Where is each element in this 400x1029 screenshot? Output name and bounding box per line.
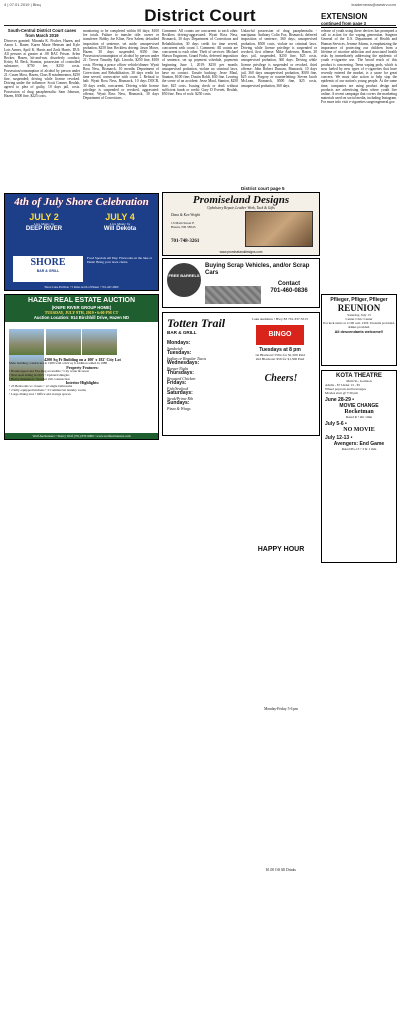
kota-price: Adults - $7 Under 13 - $5: [325, 383, 361, 387]
shore-name: SHORE: [30, 257, 66, 268]
show-date: July 5-6 •: [325, 421, 347, 428]
hazen-line: • New steel siding in 2015 • Updated shingles: [9, 372, 70, 377]
court-heading: South-Central District Court cases from March 2019: [7, 28, 77, 38]
special-day: Wednesdays:: [167, 360, 200, 366]
court-column-2: [83, 29, 159, 190]
special-item: Sandwich: [167, 346, 183, 351]
promiseland-address: 1S Main Street E Hazen, ND 58545: [171, 221, 196, 229]
july-2-date: JULY 2: [29, 212, 59, 222]
special-day: Saturdays:: [167, 390, 193, 396]
special-day: Sundays:: [167, 400, 190, 406]
kota-address: Main St., Garrison: [346, 379, 372, 383]
hazen-line: • Handicapped and Fire-Reg accessible • City water & sewer: [9, 368, 90, 373]
hazen-banner: [5, 295, 158, 322]
shore-logo: [13, 256, 83, 282]
promiseland-phone[interactable]: 701-748-3261: [171, 239, 200, 244]
hazen-line: • 23 Bedrooms w/ closets • 12 single bathrooms: [9, 384, 73, 389]
scrap-photo: [205, 286, 261, 304]
special-item: Steak/Prime Rib: [167, 396, 194, 401]
kota-theatre-ad[interactable]: [321, 370, 397, 563]
totten-specials: [167, 341, 239, 411]
totten-bingo: [243, 317, 317, 361]
special-item: Indian or Regular Tacos: [167, 356, 207, 361]
court-text-4: Unlawful possession of drug paraphernalia - marijuana: Anthony Colin Fox, Bismarck; deferred imposition of sentence, 360 days, unsupervised probation, $500 costs, violate no criminal laws. Driving while license privilege is suspended or revoked, first offense: Mike Anderson, Hazen, 30 days jail, suspended, $250 fine, $25 costs, unsupervised probation, 360 days. Driving while license privilege is suspended or revoked, third offense: John Robert Duncan, Bismarck, 10 days jail, 360 days unsupervised probation, $500 fine, $25 costs. Forgery or counterfeiting: Steven Jacob McLean, Bismarck, $500 fine, $25 costs, unsupervised probation, 360 days.: [241, 29, 317, 88]
july-2-band: DEEP RIVER: [25, 226, 63, 232]
july-4-date: JULY 4: [105, 212, 135, 222]
hazen-photos: [9, 329, 154, 355]
pflieger-details: Pot luck starts at 11:00 a.m. CDT. Utensils provided, drinks provided.: [323, 321, 395, 329]
totten-trail-ad[interactable]: [162, 312, 320, 872]
hazen-footer[interactable]: Wolf Auctioneers • Sherry Wolf (701) 870-9090 • www.wolfauctioneers.com: [5, 433, 158, 439]
totten-name: Totten Trail: [167, 316, 226, 330]
extension-text: release of youth using these devices has prompted a call to action for the vaping generation. Surgeon General of the U.S. Department of Health and Human Services, Jerome Adams, is emphasizing the importance of protecting our children from a lifetime of nicotine addiction and associated health risks by immediately addressing the epidemic of youth e-cigarette use. The broad reach of this product is concerning. Teens vaping pods, which is now fueled by new types of e-cigarettes that have recently entered the market, is a cause for great concern. We must take action to help stop the epidemic of our nation's young people. At the same time, companies are using product design and products are advertising them where youth live online. A recent campaign that covers the marketing materials used on social media, including Instagram. For more info visit e-cigarettes.surgeongeneral.gov.: [321, 29, 397, 105]
promiseland-owners: Dana & Ken Wright: [171, 213, 201, 217]
kota-price: Wheel popcorn and beverages: [325, 387, 366, 392]
section-title: District Court: [144, 6, 256, 25]
hazen-line: Interior Highlights:: [65, 380, 100, 386]
promiseland-ad[interactable]: [162, 192, 320, 256]
promiseland-photo: [245, 211, 313, 247]
scrap-ad[interactable]: [162, 258, 320, 308]
bingo-details: 1st Blackout: 55No for $1,500 Paid 2nd Blackout: $59 for $1,500 Paid: [255, 353, 305, 361]
happy-hour-title: HAPPY HOUR: [257, 546, 305, 553]
scrap-contact-label: Contact: [277, 281, 301, 287]
totten-location: Lake Audubon • Hwy 83 701-337-5513: [252, 317, 308, 321]
scrap-logo: FREE BARRELS: [167, 263, 201, 297]
extension-heading: EXTENSION: [321, 12, 368, 21]
july-4-label: Live Music by: [109, 222, 131, 226]
kota-price: Movies start @ 7:30 pm: [325, 391, 358, 396]
july-4-band: Will Dekota: [103, 226, 137, 232]
bingo-time: Tuesdays at 8 pm: [259, 347, 301, 353]
court-column-3: [162, 29, 238, 190]
show-title: NO MOVIE: [343, 427, 375, 434]
extension-column: [321, 13, 397, 191]
header-email: leadernews@westrv.com: [351, 2, 396, 7]
court-text-1: Divorces granted: Miranda K. Fischer, Hazen, and Aaron L. Bauer; Karen Marie Heinsen and Kyle Lois Armes, April K. Harris and Zack Harris. DUI: All persons at greater at .08 BAC Prison. Arlen Becker, Hazen, hit-and-run, disorderly conduct; Kristy M. Beck, Stanton, possession of controlled substance; $750 fee; $250 costs. Possession/consumption of alcohol by person under 21: Casen Moss, Hazen, Class B misdemeanor, $250 fine, suspended; driving while license revoked. Driving under the influence: Scott Conner, Beulah, agreed to plea of guilty, 10 days jail, costs. Possession of drug paraphernalia: Sam Johnson, Hazen, $300 fine, $225 costs.: [4, 39, 80, 98]
pflieger-place: Center Civic Center: [345, 317, 373, 321]
happy-hour-block: [243, 373, 317, 872]
show-rating: Rated R • 2hr 1min: [345, 415, 373, 420]
hazen-date: TUESDAY, JULY 9TH, 2019 • 6:00 PM CT: [44, 310, 119, 315]
cheers-text: Cheers!: [264, 373, 298, 384]
special-day: Fridays:: [167, 380, 187, 386]
hazen-auction-ad[interactable]: [4, 294, 159, 440]
special-item: Fish/Seafood: [167, 386, 189, 391]
show-rating: Rated PG-13 • 3 hr 1 min: [341, 447, 377, 452]
special-day: Thursdays:: [167, 370, 194, 376]
hazen-line: Main building constructed in 1980 with a 622 sq ft addition added in 1988: [9, 360, 108, 365]
july-4-block: [83, 212, 157, 233]
hazen-line: • Heavy Insulation • Sturdier 2x6 construction: [9, 376, 70, 381]
court-text-2: monitoring to be completed within 60 days; $100 fee totals. Failure to transfer title: owner or transferee: Bobby Joe Kline, New Salem; defaulted imposition of sentence, set aside; unsupervised probation, $250 fine. Reckless driving: Jason Moser, Hazen, 30 days suspended, $350 fine. Possession/consumption of alcohol by person under 21: Trevor Timothy Egli, Lincoln, $250 fine, $100 costs. Fleeing a peace officer vehicle/dinner: Wyatt Ross Ness, Bismarck, 10 months Department of Corrections and Rehabilitation, 30 days credit for time served, consecutive with count 1. Refusal to halt: Wyatt Ross Ness, Bismarck, 10 days DOCR, 30 days credit, concurrent. Driving while license privilege is suspended or revoked, aggravated: offense, Wyatt Ross Ness, Bismarck, 30 days Department of Corrections.: [83, 29, 159, 101]
shore-sub: BAR & GRILL: [36, 269, 60, 273]
special-item: Pizza & Wings: [167, 406, 191, 411]
happy-hour-deal: $1.00 Off All Drinks: [266, 868, 296, 872]
scrap-contact-phone[interactable]: 701-460-0836: [270, 288, 308, 294]
hazen-line: • 2 fully equipped kitchens • 3 Commercial laundry rooms: [9, 388, 86, 393]
bingo-badge: BINGO: [256, 325, 304, 345]
show-date: June 28-29 •: [325, 397, 354, 404]
property-photo: [9, 329, 44, 355]
july-2-block: [7, 212, 81, 233]
show-movie: Rocketman: [344, 409, 374, 416]
special-day: Tuesdays:: [167, 350, 192, 356]
totten-sub: BAR & GRILL: [167, 330, 197, 335]
july-info: Food Specials All Day. Fireworks on the lake at Dusk! Bring your lawn chairs.: [87, 256, 152, 264]
court-text-3: Comment: All counts are concurrent to each other. Reckless driving-aggravated: Wyatt Ross Ness, Bismarck, 30 days Department of Corrections and Rehabilitation, 30 days credit for time served, concurrent with count 1. Comment: All counts are concurrent to each other. Theft of services: Michael Shawn Engstrom, Grand Forks, deferred imposition of sentence, set up payment schedule, payments beginning June 1, 2019: $250 per month; unsupervised probation, violate no criminal laws, have no contact. Unsafe backing: Jesse Maul, Stanton, $100 fine; Dustin Boldt, $30 fine. Leaving the scene of an accident: Jesse Maul, Stanton, $250 fine, $25 costs. Issuing check or draft without sufficient funds or credit: Gary D Everett, Beulah, $50 fine. Pass of rock: $250 costs.: [162, 29, 238, 97]
happy-hour-time: Monday-Friday 5-6 pm: [264, 707, 298, 711]
hazen-line: Property Features:: [66, 364, 99, 370]
pflieger-date: Saturday, July 13: [347, 313, 371, 317]
hazen-line: 4200 Sq Ft Building on a 100' x 182' City Lot: [44, 357, 121, 362]
extension-subheading: continued from page 3: [321, 21, 397, 28]
show-title: Avengers: End Game: [333, 441, 385, 448]
special-item: Broasted Chicken: [167, 376, 196, 381]
property-photo: [46, 329, 81, 355]
hazen-location: Auction Location: 914 Birchhill Drive, Hazen ND: [33, 315, 130, 320]
scrap-contact[interactable]: [263, 281, 315, 295]
july-title: 4th of July Shore Celebration: [14, 196, 149, 208]
july-2-label: Live Music by: [33, 222, 55, 226]
property-photo: [82, 329, 117, 355]
promiseland-name: Promiseland Designs: [192, 194, 290, 206]
kota-name: KOTA THEATRE: [336, 373, 382, 379]
scrap-headline: Buying Scrap Vehicles, and/or Scrap Cars: [205, 263, 310, 276]
show-title: MOVIE CHANGE: [339, 403, 379, 410]
court-column-1: [4, 29, 80, 190]
special-day: Mondays:: [167, 340, 191, 346]
pflieger-welcome: All descendants welcome!!: [334, 330, 384, 334]
special-item: Burger Night: [167, 366, 189, 371]
promiseland-tagline: Upholstery Repair, Leather Work, Tack & Gifts: [207, 206, 275, 210]
july-shore-ad[interactable]: [4, 193, 159, 291]
pflieger-name: Pflieger, Pfliger, Pflieger: [330, 297, 388, 303]
hazen-subtitle: (KNIFE RIVER GROUP HOME): [51, 305, 112, 310]
page-folio: 4 | 07.01.2019 | Bisq: [4, 2, 41, 7]
july-footer: Shore Lake Pavilion • 5 miles north of Hazen • 701-447-2600: [44, 285, 119, 289]
promiseland-url[interactable]: www.promiselanddesigns.com: [219, 250, 263, 254]
hazen-details: [9, 358, 156, 397]
pflieger-event: REUNION: [337, 303, 381, 313]
continued-link[interactable]: District court page 5: [241, 186, 285, 191]
pflieger-reunion-ad[interactable]: [321, 294, 397, 366]
court-column-4: [241, 29, 317, 190]
show-date: July 12-13 •: [325, 435, 353, 442]
hazen-title: HAZEN REAL ESTATE AUCTION: [27, 297, 136, 304]
hazen-line: • Large dining area • Office and storage spaces: [9, 392, 71, 397]
